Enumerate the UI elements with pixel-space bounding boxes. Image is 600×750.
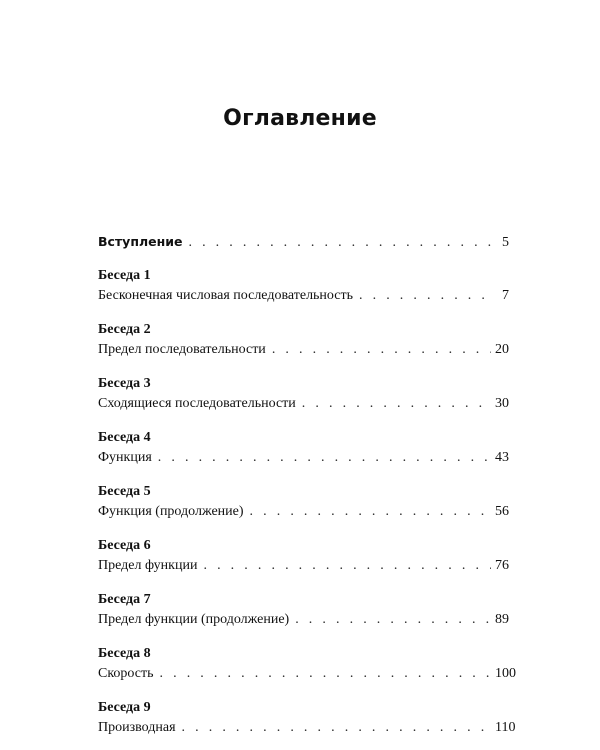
chapter-heading: Беседа 7	[98, 592, 151, 607]
dot-leader	[295, 610, 491, 630]
chapter-heading: Беседа 5	[98, 484, 151, 499]
chapter-heading: Беседа 6	[98, 538, 151, 553]
toc-chapter-7	[98, 590, 509, 630]
toc-entry-label: Предел функции	[98, 558, 198, 573]
dot-leader	[250, 502, 491, 522]
dot-leader	[302, 394, 491, 414]
toc-entry	[98, 664, 516, 684]
toc-chapter-2	[98, 320, 509, 360]
toc-entry-label: Бесконечная числовая последовательность	[98, 288, 353, 303]
toc-page-number: 30	[495, 396, 509, 411]
toc-entry-label: Предел последовательности	[98, 342, 266, 357]
toc-page-number: 89	[495, 612, 509, 627]
toc-page-number: 43	[495, 450, 509, 465]
toc-entry	[98, 556, 509, 576]
toc-entry-label: Функция	[98, 450, 152, 465]
dot-leader	[203, 556, 491, 576]
toc-chapter-6	[98, 536, 509, 576]
toc-entry-intro	[98, 232, 509, 252]
toc-chapter-1	[98, 266, 509, 306]
toc-page-number: 5	[502, 235, 509, 250]
chapter-heading: Беседа 4	[98, 430, 151, 445]
toc-page-number: 20	[495, 342, 509, 357]
toc-page-number: 76	[495, 558, 509, 573]
toc-chapter-8	[98, 644, 516, 684]
toc-page-number: 100	[495, 666, 516, 681]
dot-leader	[182, 718, 491, 738]
toc-page-number: 7	[502, 288, 509, 303]
toc-entry-label: Сходящиеся последовательности	[98, 396, 296, 411]
dot-leader	[359, 286, 491, 306]
toc-entry	[98, 340, 509, 360]
toc-chapter-5	[98, 482, 509, 522]
dot-leader	[160, 664, 492, 684]
toc-entry-label: Предел функции (продолжение)	[98, 612, 290, 627]
toc-entry	[98, 394, 509, 414]
toc-entry-label: Вступление	[98, 234, 183, 249]
toc-entry	[98, 502, 509, 522]
chapter-heading: Беседа 2	[98, 322, 151, 337]
toc-entry	[98, 718, 516, 738]
chapter-heading: Беседа 9	[98, 700, 151, 715]
chapter-heading: Беседа 1	[98, 268, 151, 283]
dot-leader	[188, 233, 491, 253]
toc-page-number: 110	[495, 720, 516, 735]
toc-entry-label: Функция (продолжение)	[98, 504, 244, 519]
chapter-heading: Беседа 3	[98, 376, 151, 391]
toc-entry	[98, 448, 509, 468]
toc-entry	[98, 286, 509, 306]
toc-entry-label: Скорость	[98, 666, 154, 681]
dot-leader	[158, 448, 491, 468]
toc-entry	[98, 610, 509, 630]
toc-chapter-9	[98, 698, 516, 738]
dot-leader	[272, 340, 491, 360]
toc-page-number: 56	[495, 504, 509, 519]
toc-chapter-3	[98, 374, 509, 414]
chapter-heading: Беседа 8	[98, 646, 151, 661]
page-title: Оглавление	[223, 106, 377, 131]
toc-entry-label: Производная	[98, 720, 176, 735]
toc-chapter-4	[98, 428, 509, 468]
table-of-contents	[98, 232, 516, 738]
